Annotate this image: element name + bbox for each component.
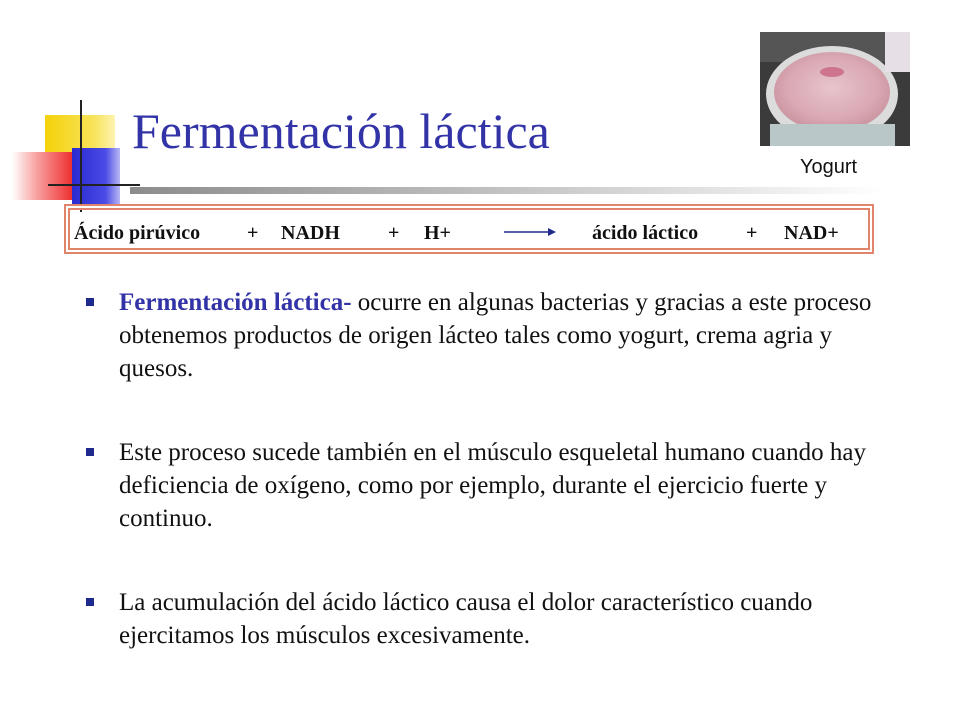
bullet-list: [86, 286, 886, 703]
bullet-item: [86, 286, 886, 385]
decor-red-square: [12, 152, 74, 200]
equation-reactant-pyruvic: Ácido pirúvico: [74, 222, 201, 244]
equation-product-lactic: ácido láctico: [592, 222, 699, 244]
bullet-item: [86, 436, 886, 535]
equation-reactant-nadh: NADH: [281, 222, 340, 244]
yogurt-cup-photo: [760, 32, 910, 146]
bullet-item: [86, 586, 886, 652]
equation-reactant-h: H+: [424, 222, 451, 244]
equation-plus: +: [388, 222, 400, 244]
slide-title: Fermentación láctica: [132, 103, 550, 159]
decor-vertical-line: [80, 100, 82, 212]
bullet-square-icon: [86, 598, 94, 606]
bullet-text: Este proceso sucede también en el músculo esqueletal humano cuando hay deficiencia de oxígeno, como por ejemplo, durante el ejercicio fuerte y continuo.: [119, 439, 866, 532]
bullet-square-icon: [86, 298, 94, 306]
equation-plus: +: [746, 222, 758, 244]
bullet-text: La acumulación del ácido láctico causa el dolor característico cuando ejercitamos los músculos excesivamente.: [119, 589, 813, 649]
title-underline: [130, 187, 882, 194]
bullet-text: ocurre en algunas bacterias y gracias a este proceso obtenemos productos de origen lácteo tales como yogurt, crema agria y quesos.: [119, 289, 872, 382]
reaction-arrow-icon: [504, 226, 556, 238]
photo-caption: Yogurt: [800, 156, 858, 178]
equation-plus: +: [247, 222, 259, 244]
bullet-term: Fermentación láctica-: [119, 289, 352, 316]
decor-horizontal-line: [48, 184, 140, 186]
equation-product-nad: NAD+: [784, 222, 839, 244]
bullet-square-icon: [86, 448, 94, 456]
